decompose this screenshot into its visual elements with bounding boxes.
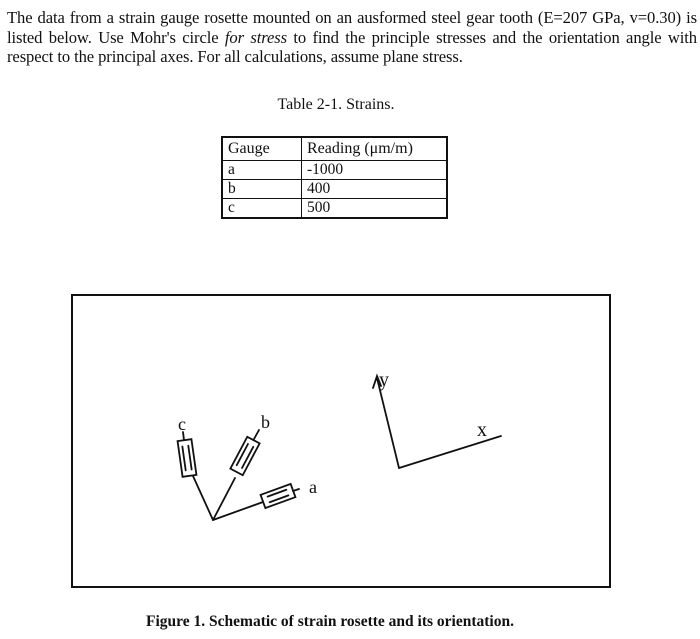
figure-caption xyxy=(0,613,660,631)
problem-emphasis: for stress xyxy=(224,27,287,47)
cell-reading: 400 xyxy=(302,180,448,199)
table-row xyxy=(222,161,447,180)
problem-text-1: The data from a strain gauge rosette mounted on an ausformed steel gear tooth (E=207 GPa, v=0.30) is listed below. Use Mohr's circle xyxy=(7,8,697,47)
problem-text-2: to find the principle stresses and the orientation angle with respect to the principal axes. For all calculations, assume plane stress. xyxy=(7,27,697,66)
rosette-figure xyxy=(71,294,611,588)
table-row xyxy=(222,180,447,199)
gauge-a-element xyxy=(261,484,296,508)
label-gauge-b: b xyxy=(261,412,270,432)
gauge-c-lead xyxy=(193,476,213,520)
label-gauge-c: c xyxy=(178,414,186,434)
cell-reading: 500 xyxy=(302,199,448,219)
cell-reading: -1000 xyxy=(302,161,448,180)
header-reading: Reading (μm/m) xyxy=(302,137,448,161)
table-caption: Table 2-1. Strains. xyxy=(277,96,395,113)
label-gauge-a: a xyxy=(309,477,317,497)
strain-table xyxy=(221,136,448,219)
table-row xyxy=(222,199,447,219)
gauge-b-tail xyxy=(254,430,259,439)
gauge-b-element xyxy=(230,437,259,475)
rosette-schematic xyxy=(73,296,609,586)
figure-caption-text: Schematic of strain rosette and its orientation. xyxy=(205,613,514,630)
cell-gauge: a xyxy=(222,161,302,180)
label-axis-y: y xyxy=(379,369,389,391)
figure-caption-label: Figure 1. xyxy=(146,613,206,630)
label-axis-x: x xyxy=(477,419,487,441)
header-gauge: Gauge xyxy=(222,137,302,161)
cell-gauge: c xyxy=(222,199,302,219)
table-header-row xyxy=(222,137,447,161)
problem-statement xyxy=(7,8,697,67)
cell-gauge: b xyxy=(222,180,302,199)
gauge-a-tail xyxy=(293,489,299,491)
y-axis-line xyxy=(377,378,399,468)
gauge-c-element xyxy=(178,439,197,477)
